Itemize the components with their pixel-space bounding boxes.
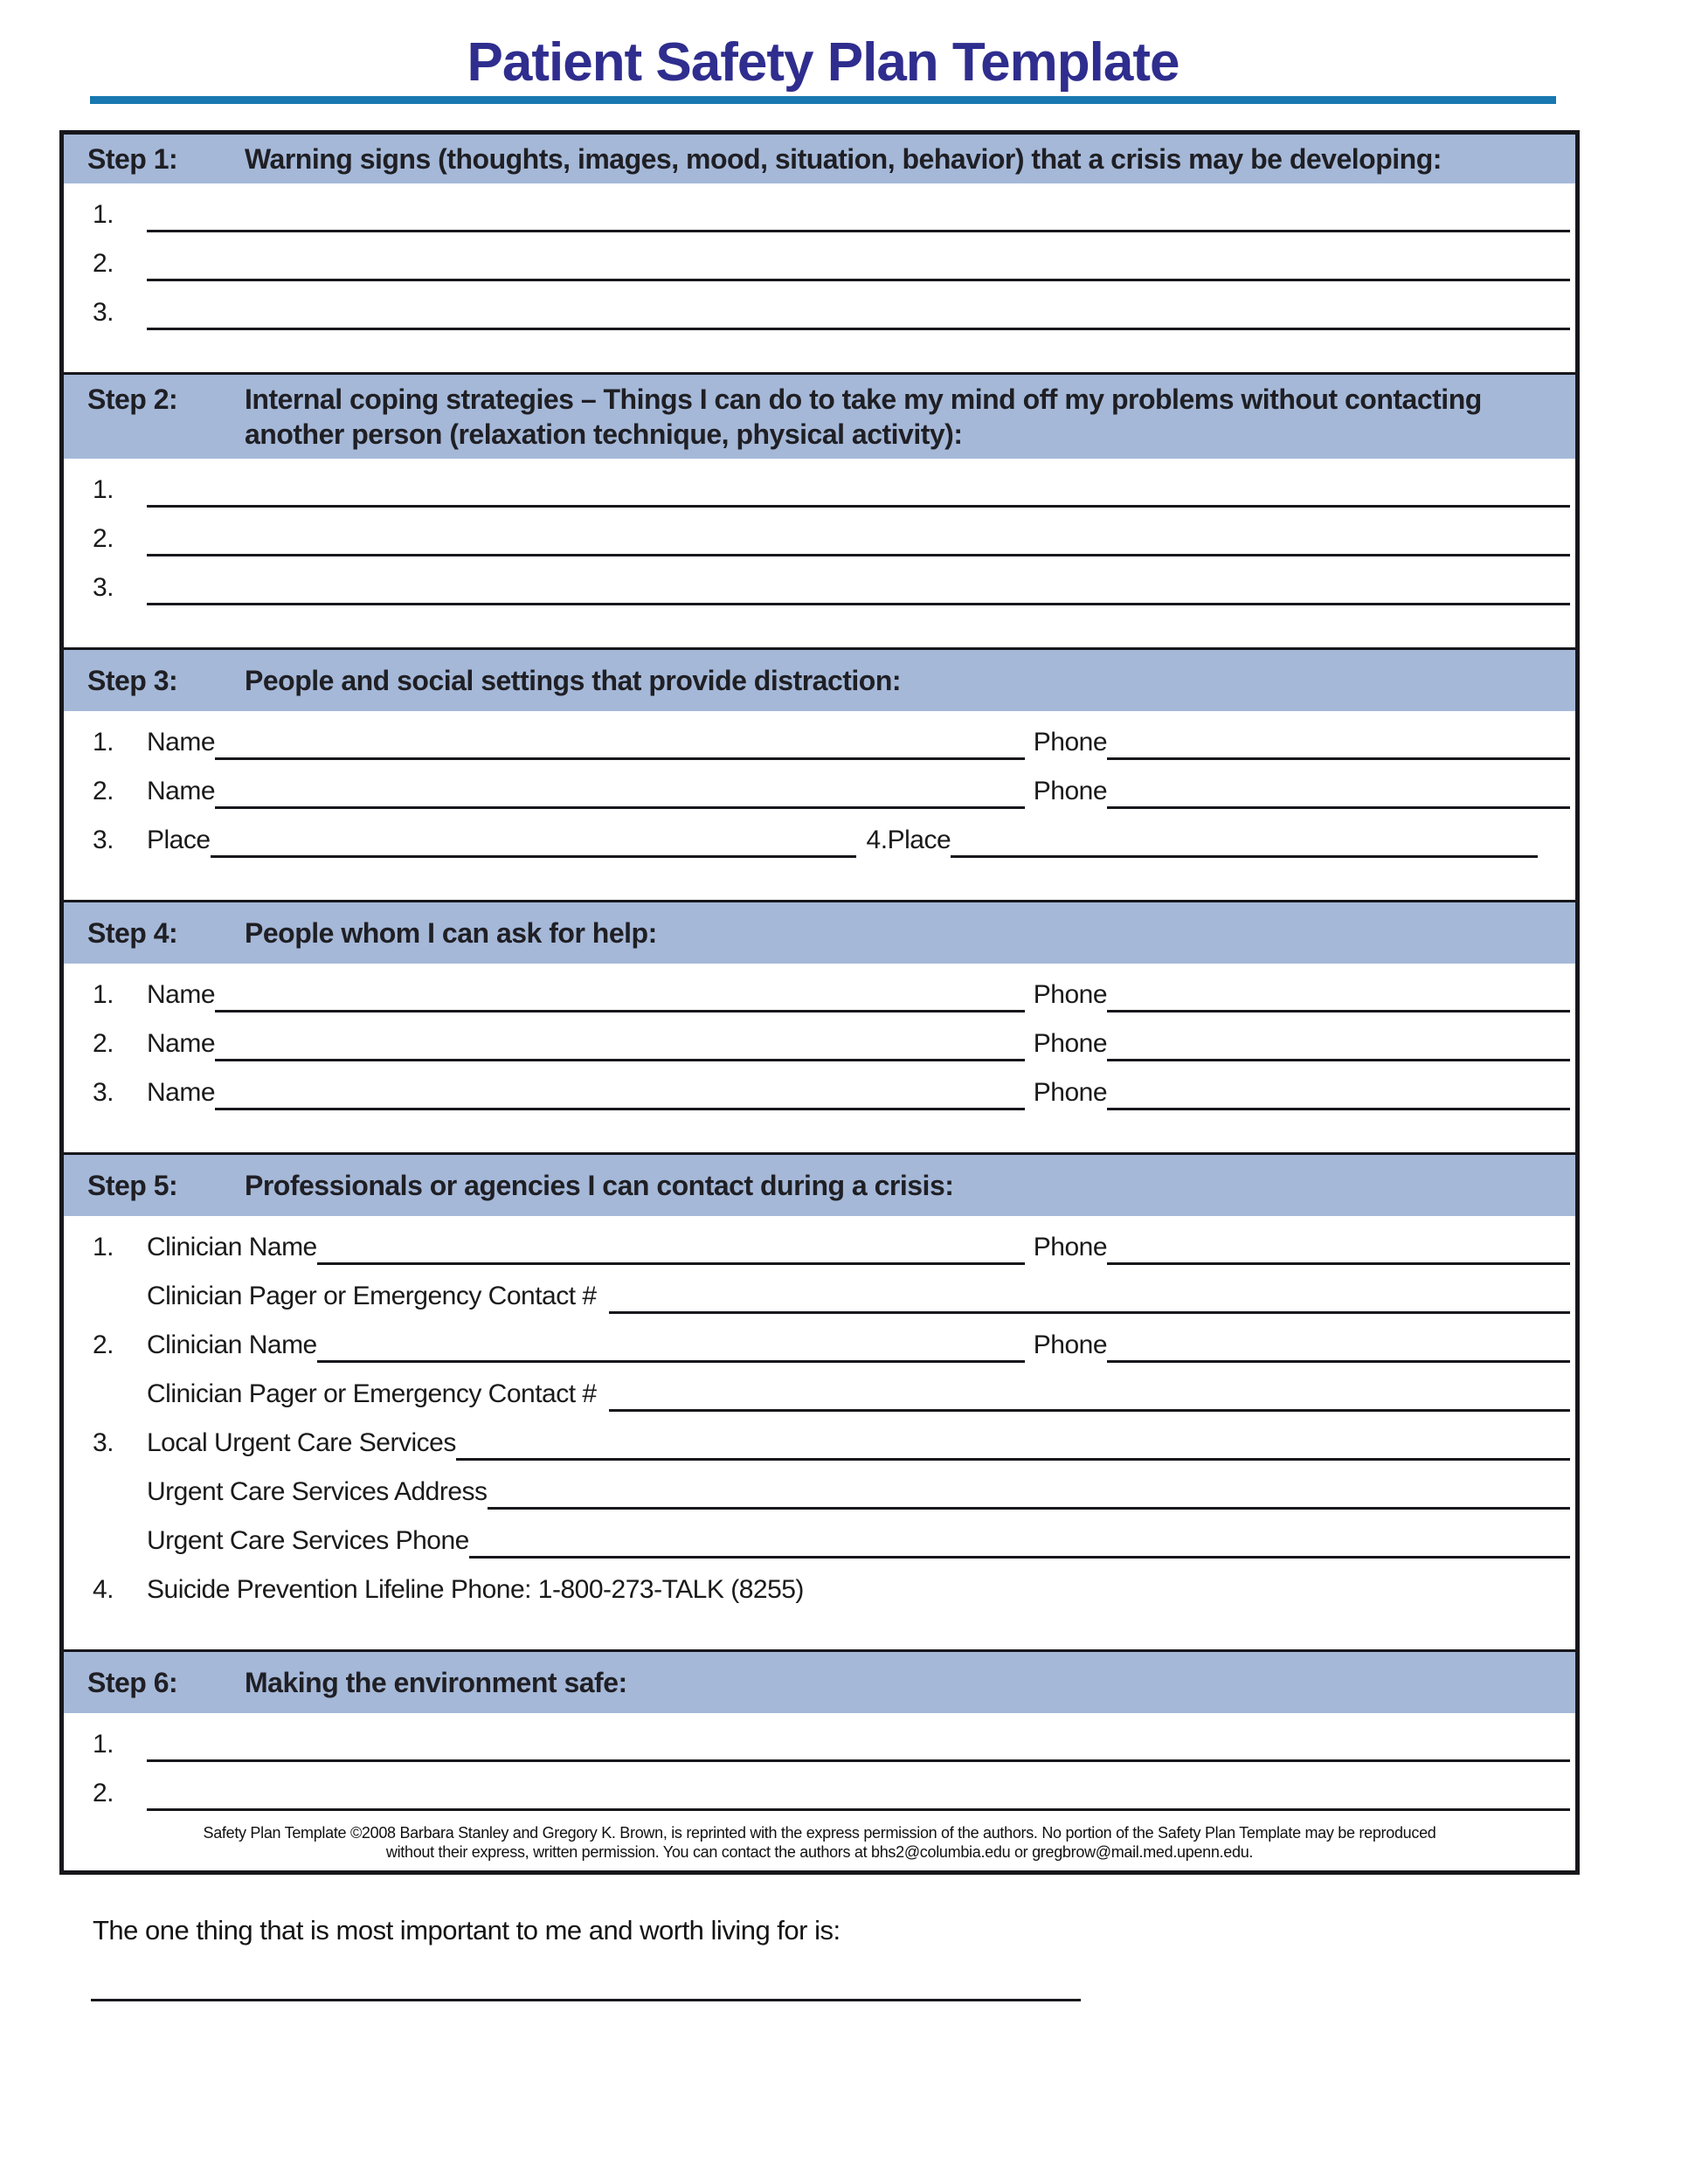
blank-line bbox=[147, 519, 1570, 556]
row-number: 2. bbox=[93, 524, 114, 553]
step-5-label: Step 5: bbox=[87, 1170, 178, 1201]
urgent-care-blank-line bbox=[456, 1423, 1570, 1461]
step-3-header-bar bbox=[64, 647, 1575, 711]
step-3-heading: People and social settings that provide distraction: bbox=[245, 665, 902, 696]
phone-blank-line bbox=[1107, 1073, 1570, 1110]
closing-blank-line bbox=[91, 1999, 1081, 2001]
step-1-row-2 bbox=[93, 232, 1570, 281]
copyright-line-1: Safety Plan Template ©2008 Barbara Stanley and Gregory K. Brown, is reprinted with the express permission of the authors. No portion of the Safety Plan Template may be reproduced bbox=[203, 1824, 1436, 1842]
safety-plan-form bbox=[59, 130, 1580, 1875]
step-6-row-1 bbox=[93, 1713, 1570, 1762]
row-number: 2. bbox=[93, 249, 114, 278]
step-3-place-row bbox=[93, 809, 1570, 858]
name-blank-line bbox=[215, 722, 1025, 760]
step-5-pager-row-2 bbox=[93, 1363, 1570, 1412]
blank-line bbox=[147, 568, 1570, 605]
step-6-header-bar bbox=[64, 1649, 1575, 1713]
phone-blank-line bbox=[1107, 975, 1570, 1013]
step-5-clinician-row-1 bbox=[93, 1216, 1570, 1265]
step-1-label: Step 1: bbox=[87, 143, 178, 175]
row-number: 2. bbox=[93, 1779, 114, 1807]
step-2-row-2 bbox=[93, 508, 1570, 556]
pager-label: Clinician Pager or Emergency Contact # bbox=[147, 1282, 597, 1310]
step-3-name-row-1 bbox=[93, 711, 1570, 760]
step-4-heading: People whom I can ask for help: bbox=[245, 917, 657, 949]
step-4-label: Step 4: bbox=[87, 917, 178, 949]
phone-label: Phone bbox=[1033, 1330, 1107, 1359]
row-number: 1. bbox=[93, 980, 114, 1009]
blank-line bbox=[147, 470, 1570, 508]
step-1-header-bar bbox=[64, 135, 1575, 183]
step-5-pager-row-1 bbox=[93, 1265, 1570, 1314]
row-number: 3. bbox=[93, 1078, 114, 1107]
row-number: 2. bbox=[93, 1029, 114, 1058]
blank-line bbox=[147, 293, 1570, 330]
section-step-4 bbox=[64, 900, 1575, 1110]
name-blank-line bbox=[215, 1073, 1025, 1110]
row-number: 1. bbox=[93, 475, 114, 504]
step-3-name-row-2 bbox=[93, 760, 1570, 809]
phone-label: Phone bbox=[1033, 728, 1107, 757]
row-number: 3. bbox=[93, 1428, 114, 1457]
blank-line bbox=[147, 1724, 1570, 1762]
step-4-name-row-3 bbox=[93, 1061, 1570, 1110]
row-number: 1. bbox=[93, 1233, 114, 1261]
step-5-clinician-row-2 bbox=[93, 1314, 1570, 1363]
phone-blank-line bbox=[1107, 771, 1570, 809]
pager-blank-line bbox=[609, 1374, 1570, 1412]
name-blank-line bbox=[215, 771, 1025, 809]
phone-blank-line bbox=[1107, 1024, 1570, 1061]
row-number: 1. bbox=[93, 1730, 114, 1759]
step-3-label: Step 3: bbox=[87, 665, 178, 696]
row-number: 1. bbox=[93, 200, 114, 229]
name-label: Name bbox=[147, 1078, 216, 1107]
step-1-row-3 bbox=[93, 281, 1570, 330]
clinician-name-label: Clinician Name bbox=[147, 1330, 317, 1359]
name-blank-line bbox=[215, 975, 1025, 1013]
step-6-heading: Making the environment safe: bbox=[245, 1667, 627, 1698]
page-title: Patient Safety Plan Template bbox=[467, 32, 1180, 93]
step-4-header-bar bbox=[64, 900, 1575, 964]
title-underline-rule bbox=[90, 96, 1556, 104]
place-blank-line bbox=[951, 820, 1538, 858]
row-number: 4. bbox=[93, 1575, 114, 1604]
urgent-care-address-label: Urgent Care Services Address bbox=[147, 1477, 488, 1506]
row-number: 3. bbox=[93, 573, 114, 602]
row-number: 3. bbox=[93, 298, 114, 327]
place-blank-line bbox=[211, 820, 856, 858]
row-number: 4. bbox=[866, 826, 888, 854]
urgent-care-phone-blank-line bbox=[469, 1521, 1570, 1559]
pager-blank-line bbox=[609, 1276, 1570, 1314]
section-step-1 bbox=[64, 135, 1575, 330]
phone-blank-line bbox=[1107, 1325, 1570, 1363]
copyright-line-2: without their express, written permission. You can contact the authors at bhs2@columbia.edu or gregbrow@mail.med.upenn.edu. bbox=[385, 1843, 1254, 1861]
name-label: Name bbox=[147, 728, 216, 757]
name-label: Name bbox=[147, 980, 216, 1009]
title-zone bbox=[90, 0, 1556, 104]
step-5-urgent-care-address-row bbox=[93, 1461, 1570, 1510]
section-step-5 bbox=[64, 1152, 1575, 1607]
step-2-header-bar bbox=[64, 372, 1575, 459]
step-5-lifeline-row bbox=[93, 1559, 1570, 1607]
blank-line bbox=[147, 195, 1570, 232]
row-number: 2. bbox=[93, 1330, 114, 1359]
clinician-name-blank-line bbox=[317, 1325, 1025, 1363]
row-number: 1. bbox=[93, 728, 114, 757]
copyright-notice bbox=[90, 1823, 1549, 1862]
phone-blank-line bbox=[1107, 722, 1570, 760]
step-5-header-bar bbox=[64, 1152, 1575, 1216]
place-label: Place bbox=[147, 826, 211, 854]
phone-blank-line bbox=[1107, 1227, 1570, 1265]
phone-label: Phone bbox=[1033, 1233, 1107, 1261]
phone-label: Phone bbox=[1033, 777, 1107, 805]
row-number: 2. bbox=[93, 777, 114, 805]
step-5-urgent-care-phone-row bbox=[93, 1510, 1570, 1559]
step-1-heading: Warning signs (thoughts, images, mood, situation, behavior) that a crisis may be developing: bbox=[245, 143, 1442, 175]
step-4-name-row-1 bbox=[93, 964, 1570, 1013]
name-blank-line bbox=[215, 1024, 1025, 1061]
blank-line bbox=[147, 1773, 1570, 1811]
section-step-6 bbox=[64, 1649, 1575, 1811]
step-6-label: Step 6: bbox=[87, 1667, 178, 1698]
clinician-name-blank-line bbox=[317, 1227, 1025, 1265]
urgent-care-address-blank-line bbox=[488, 1472, 1570, 1510]
step-2-row-3 bbox=[93, 556, 1570, 605]
urgent-care-phone-label: Urgent Care Services Phone bbox=[147, 1526, 469, 1555]
step-1-row-1 bbox=[93, 183, 1570, 232]
closing-prompt: The one thing that is most important to me and worth living for is: bbox=[93, 1915, 841, 1946]
section-step-2 bbox=[64, 372, 1575, 605]
step-6-row-2 bbox=[93, 1762, 1570, 1811]
step-2-heading: Internal coping strategies – Things I can do to take my mind off my problems without contacting another person (relaxation technique, physical activity): bbox=[245, 384, 1482, 450]
section-step-3 bbox=[64, 647, 1575, 858]
step-5-heading: Professionals or agencies I can contact during a crisis: bbox=[245, 1170, 954, 1201]
row-number: 3. bbox=[93, 826, 114, 854]
phone-label: Phone bbox=[1033, 980, 1107, 1009]
step-2-row-1 bbox=[93, 459, 1570, 508]
urgent-care-label: Local Urgent Care Services bbox=[147, 1428, 456, 1457]
step-2-label: Step 2: bbox=[87, 384, 178, 415]
name-label: Name bbox=[147, 1029, 216, 1058]
name-label: Name bbox=[147, 777, 216, 805]
blank-line bbox=[147, 244, 1570, 281]
clinician-name-label: Clinician Name bbox=[147, 1233, 317, 1261]
phone-label: Phone bbox=[1033, 1029, 1107, 1058]
step-4-name-row-2 bbox=[93, 1013, 1570, 1061]
phone-label: Phone bbox=[1033, 1078, 1107, 1107]
step-5-urgent-care-row bbox=[93, 1412, 1570, 1461]
pager-label: Clinician Pager or Emergency Contact # bbox=[147, 1379, 597, 1408]
place-label: Place bbox=[887, 826, 951, 854]
lifeline-text: Suicide Prevention Lifeline Phone: 1-800-273-TALK (8255) bbox=[147, 1575, 804, 1604]
